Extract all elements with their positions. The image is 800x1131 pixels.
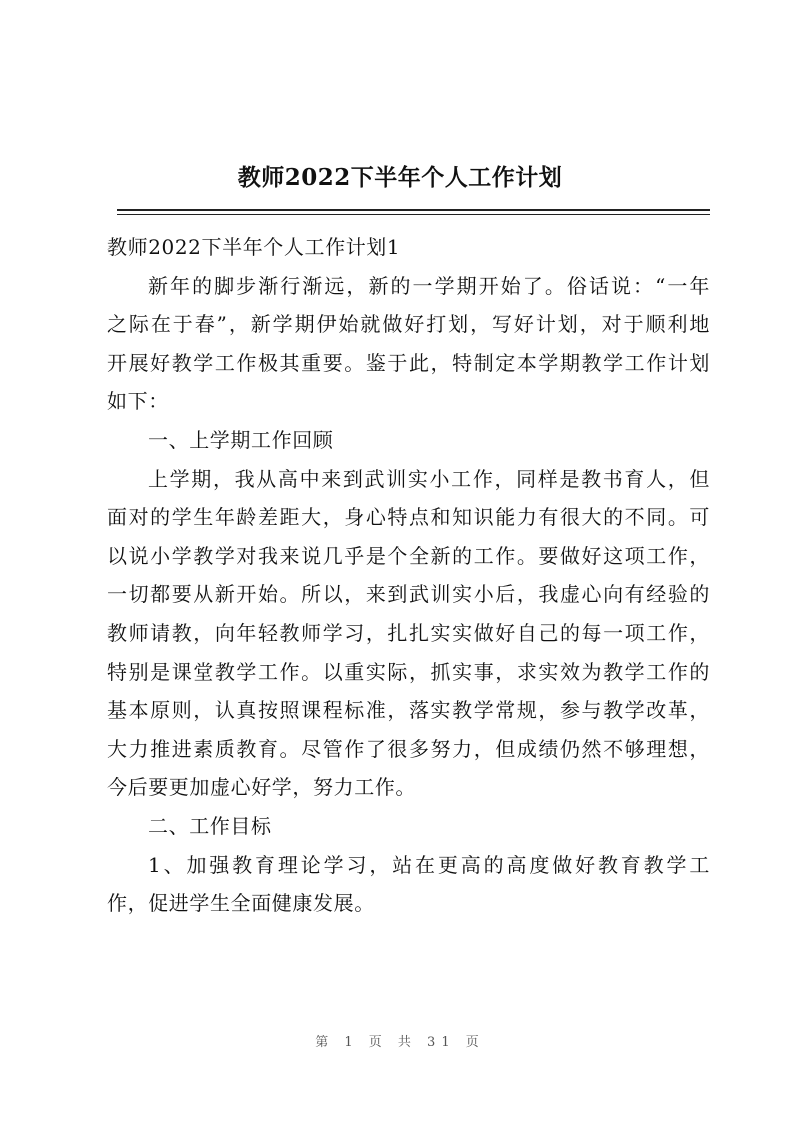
body-line: 作，促进学生全面健康发展。 — [107, 891, 375, 916]
body-line: 教师请教，向年轻教师学习，扎扎实实做好自己的每一项工作， — [107, 620, 710, 645]
page-footer: 第 1 页 共 31 页 — [315, 1035, 485, 1050]
section-heading: 教师2022下半年个人工作计划1 — [107, 235, 401, 259]
body-line: 大力推进素质教育。尽管作了很多努力，但成绩仍然不够理想， — [107, 736, 710, 761]
body-line: 开展好教学工作极其重要。鉴于此，特制定本学期教学工作计划 — [107, 350, 710, 375]
body-line: 如下： — [107, 389, 169, 414]
body-line: 1、加强教育理论学习，站在更高的高度做好教育教学工 — [148, 852, 710, 877]
body-line: 基本原则，认真按照课程标准，落实教学常规，参与教学改革， — [107, 698, 710, 723]
body-line: 一切都要从新开始。所以，来到武训实小后，我虚心向有经验的 — [107, 582, 710, 607]
body-line: 之际在于春”，新学期伊始就做好打划，写好计划，对于顺利地 — [107, 312, 710, 337]
body-line: 特别是课堂教学工作。以重实际，抓实事，求实效为教学工作的 — [107, 659, 710, 684]
title-divider — [117, 209, 710, 211]
body-line: 面对的学生年龄差距大，身心特点和知识能力有很大的不同。可 — [107, 505, 710, 530]
document-body — [107, 228, 710, 923]
body-text — [107, 267, 710, 923]
document-title: 教师2022下半年个人工作计划 — [237, 164, 563, 191]
body-line: 新年的脚步渐行渐远，新的一学期开始了。俗话说：“一年 — [148, 273, 710, 298]
body-line: 以说小学教学对我来说几乎是个全新的工作。要做好这项工作， — [107, 543, 710, 568]
body-line: 今后要更加虚心好学，努力工作。 — [107, 775, 416, 800]
body-line: 二、工作目标 — [148, 813, 272, 838]
body-line: 一、上学期工作回顾 — [148, 427, 334, 452]
body-line: 上学期，我从高中来到武训实小工作，同样是教书育人，但 — [148, 466, 710, 491]
title-divider-thin — [117, 214, 710, 215]
